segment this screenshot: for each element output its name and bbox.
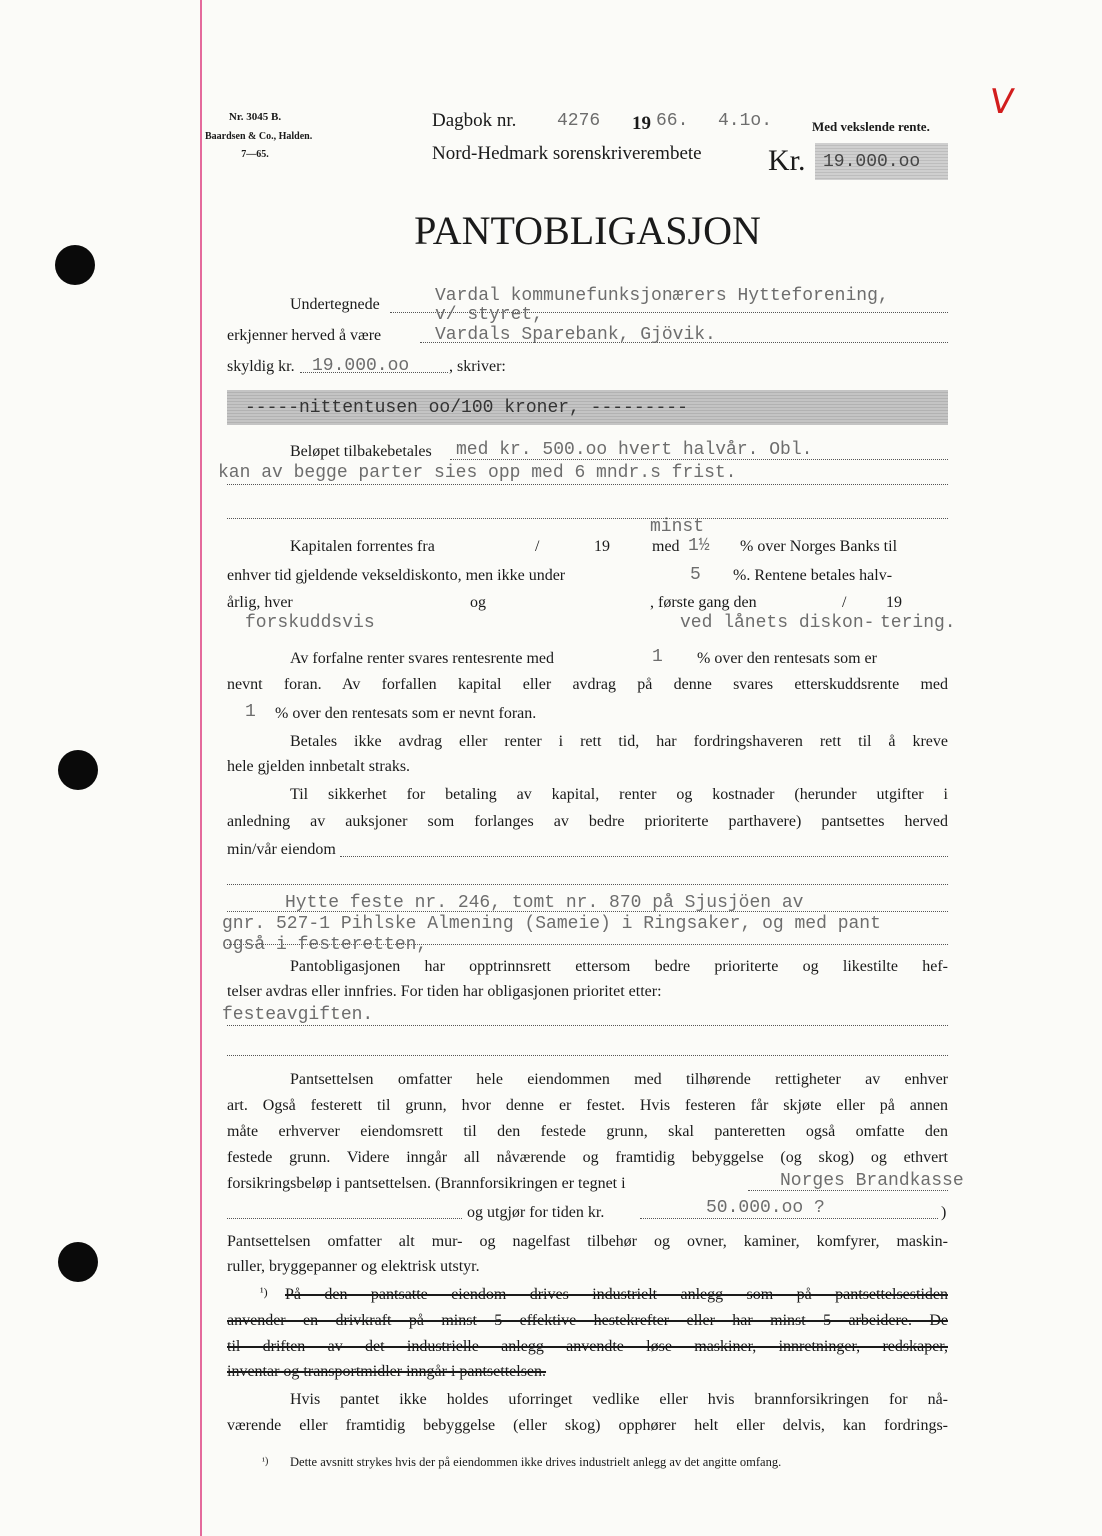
rate-note: Med vekslende rente. <box>812 119 930 134</box>
interest-text: % over Norges Banks til <box>740 538 898 555</box>
interest-text: %. Rentene betales halv- <box>733 567 893 584</box>
interest-text: % over den rentesats som er nevnt foran. <box>275 705 537 722</box>
maintenance-text: værende eller framtidig bebyggelse (eller skog) opphører helt eller delvis, kan fordrings- <box>227 1417 948 1434</box>
amount-words: -----nittentusen oo/100 kroner, --------- <box>245 398 688 418</box>
footnote: Dette avsnitt strykes hvis der på eiendommen ikke drives industrielt anlegg av det angitte omfang. <box>290 1455 782 1469</box>
dotted-line <box>227 911 948 912</box>
undertegnede-label: Undertegnede <box>290 296 380 313</box>
year-19: 19 <box>886 594 902 611</box>
security-text: min/vår eiendom <box>227 841 336 858</box>
security-text: Til sikkerhet for betaling av kapital, renter og kostnader (herunder utgifter i <box>290 786 948 803</box>
property-description-line2: gnr. 527-1 Pihlske Almening (Sameie) i Ringsaker, og med pant <box>222 914 881 934</box>
debtor-name-line2: v/ styret, <box>435 305 544 325</box>
payment-mode: forskuddsvis <box>245 613 375 633</box>
scope-text: og utgjør for tiden kr. <box>467 1204 605 1221</box>
interest-text: , første gang den <box>650 594 757 611</box>
scope-text: Pantsettelsen omfatter hele eiendommen med tilhørende rettigheter av enhver <box>290 1071 948 1088</box>
dagbok-label: Dagbok nr. <box>432 110 517 131</box>
min-rate: 5 <box>690 565 701 585</box>
property-description: Hytte feste nr. 246, tomt nr. 870 på Sjusjöen av <box>285 893 804 913</box>
dotted-line <box>227 1025 948 1026</box>
scope-text: måte erhverver eiendomsrett til den festede grunn, skal panteretten også omfatte den <box>227 1123 948 1140</box>
og: og <box>470 594 486 611</box>
security-text: anledning av auksjoner som forlanges av bedre prioriterte parthavere) pantsettes herved <box>227 813 948 830</box>
printer: Baardsen & Co., Halden. <box>205 131 313 142</box>
skyldig-label: skyldig kr. <box>227 358 295 375</box>
amount: 19.000.oo <box>823 152 921 172</box>
interest-text: Kapitalen forrentes fra <box>290 538 435 555</box>
repayment-label: Beløpet tilbakebetales <box>290 443 432 460</box>
scope-text: art. Også festerett til grunn, hvor denne er festet. Hvis festeren får skjøte eller på annen <box>227 1097 948 1114</box>
insured-amount: 50.000.oo ? <box>706 1198 825 1218</box>
minst: minst <box>650 517 705 537</box>
kr-label: Kr. <box>768 144 806 177</box>
dagbok-date: 4.1o. <box>718 111 773 131</box>
creditor-name: Vardals Sparebank, Gjövik. <box>435 325 716 345</box>
repayment-terms: med kr. 500.oo hvert halvår. Obl. <box>456 440 813 460</box>
struck-industrial-text: inventar og transportmidler inngår i pantsettelsen. <box>227 1363 547 1380</box>
priority-text: Pantobligasjonen har opptrinnsrett ettersom bedre prioriterte og likestilte hef- <box>290 958 948 975</box>
interest-text: % over den rentesats som er <box>697 650 877 667</box>
dotted-line <box>340 856 948 857</box>
form-number: Nr. 3045 B. <box>228 111 282 123</box>
first-payment-note: ved lånets diskon- <box>680 613 875 633</box>
priority-value: festeavgiften. <box>222 1005 374 1025</box>
struck-industrial-text: til driften av det industrielle anlegg anvendte løse maskiner, innretninger, redskaper, <box>227 1338 948 1355</box>
debtor-name: Vardal kommunefunksjonærers Hytteforening, <box>435 286 889 306</box>
year-suffix: 66. <box>656 111 689 131</box>
skriver-label: , skriver: <box>449 358 506 375</box>
margin-percent: 1½ <box>688 536 710 556</box>
insurer: Norges Brandkasse <box>780 1171 964 1191</box>
year-19: 19 <box>594 538 610 555</box>
scope-text: festede grunn. Videre inngår all nåværende og framtidig bebyggelse (og skog) og ethvert <box>227 1149 948 1166</box>
dotted-line <box>227 884 948 885</box>
year-prefix: 19 <box>632 113 651 134</box>
printed-date: 7—65. <box>241 149 269 160</box>
med: med <box>652 538 680 555</box>
penalty-percent: 1 <box>652 647 663 667</box>
slash: / <box>535 538 540 555</box>
dotted-line <box>640 1218 938 1219</box>
owed-amount: 19.000.oo <box>312 356 410 376</box>
priority-text: telser avdras eller innfries. For tiden har obligasjonen prioritet etter: <box>227 983 662 1000</box>
interest-text: enhver tid gjeldende vekseldiskonto, men ikke under <box>227 567 566 584</box>
slash: / <box>842 594 847 611</box>
penalty-percent-2: 1 <box>245 702 256 722</box>
struck-industrial-text: anvender en drivkraft på minst 5 effektive hestekrefter eller har minst 5 arbeidere. De <box>227 1312 948 1329</box>
interest-text: årlig, hver <box>227 594 293 611</box>
lower-section <box>0 22 1102 1502</box>
maintenance-text: Hvis pantet ikke holdes uforringet vedlike eller hvis brannforsikringen for nå- <box>290 1391 948 1408</box>
page-title: PANTOBLIGASJON <box>414 208 761 253</box>
footnote-marker: ¹) <box>260 1285 268 1299</box>
default-text: hele gjelden innbetalt straks. <box>227 758 411 775</box>
repayment-terms-line2: kan av begge parter sies opp med 6 mndr.s frist. <box>218 463 737 483</box>
scope-text: ruller, bryggepanner og elektrisk utstyr. <box>227 1258 480 1275</box>
footnote-marker: ¹) <box>262 1456 269 1467</box>
scope-text: Pantsettelsen omfatter alt mur- og nagelfast tilbehør og ovner, kaminer, komfyrer, maskin- <box>227 1233 948 1250</box>
default-text: Betales ikke avdrag eller renter i rett tid, har fordringshaveren rett til å kreve <box>290 733 948 750</box>
interest-text: nevnt foran. Av forfallen kapital eller avdrag på denne svares etterskuddsrente med <box>227 676 948 693</box>
property-description-line3: også i festeretten, <box>222 935 428 955</box>
dagbok-number: 4276 <box>557 111 601 131</box>
paren: ) <box>941 1204 947 1221</box>
office-name: Nord-Hedmark sorenskriverembete <box>432 143 702 164</box>
dotted-line <box>227 1055 948 1056</box>
first-payment-note-line2: tering. <box>880 613 956 633</box>
interest-text: Av forfalne renter svares rentesrente med <box>290 650 555 667</box>
check-mark: V <box>987 82 1017 122</box>
dotted-line <box>227 1218 462 1219</box>
scope-text: forsikringsbeløp i pantsettelsen. (Brannforsikringen er tegnet i <box>227 1175 626 1192</box>
struck-industrial-text: På den pantsatte eiendom drives industrielt anlegg som på pantsettelsestiden <box>285 1286 948 1303</box>
erkjenner-label: erkjenner herved å være <box>227 327 382 344</box>
